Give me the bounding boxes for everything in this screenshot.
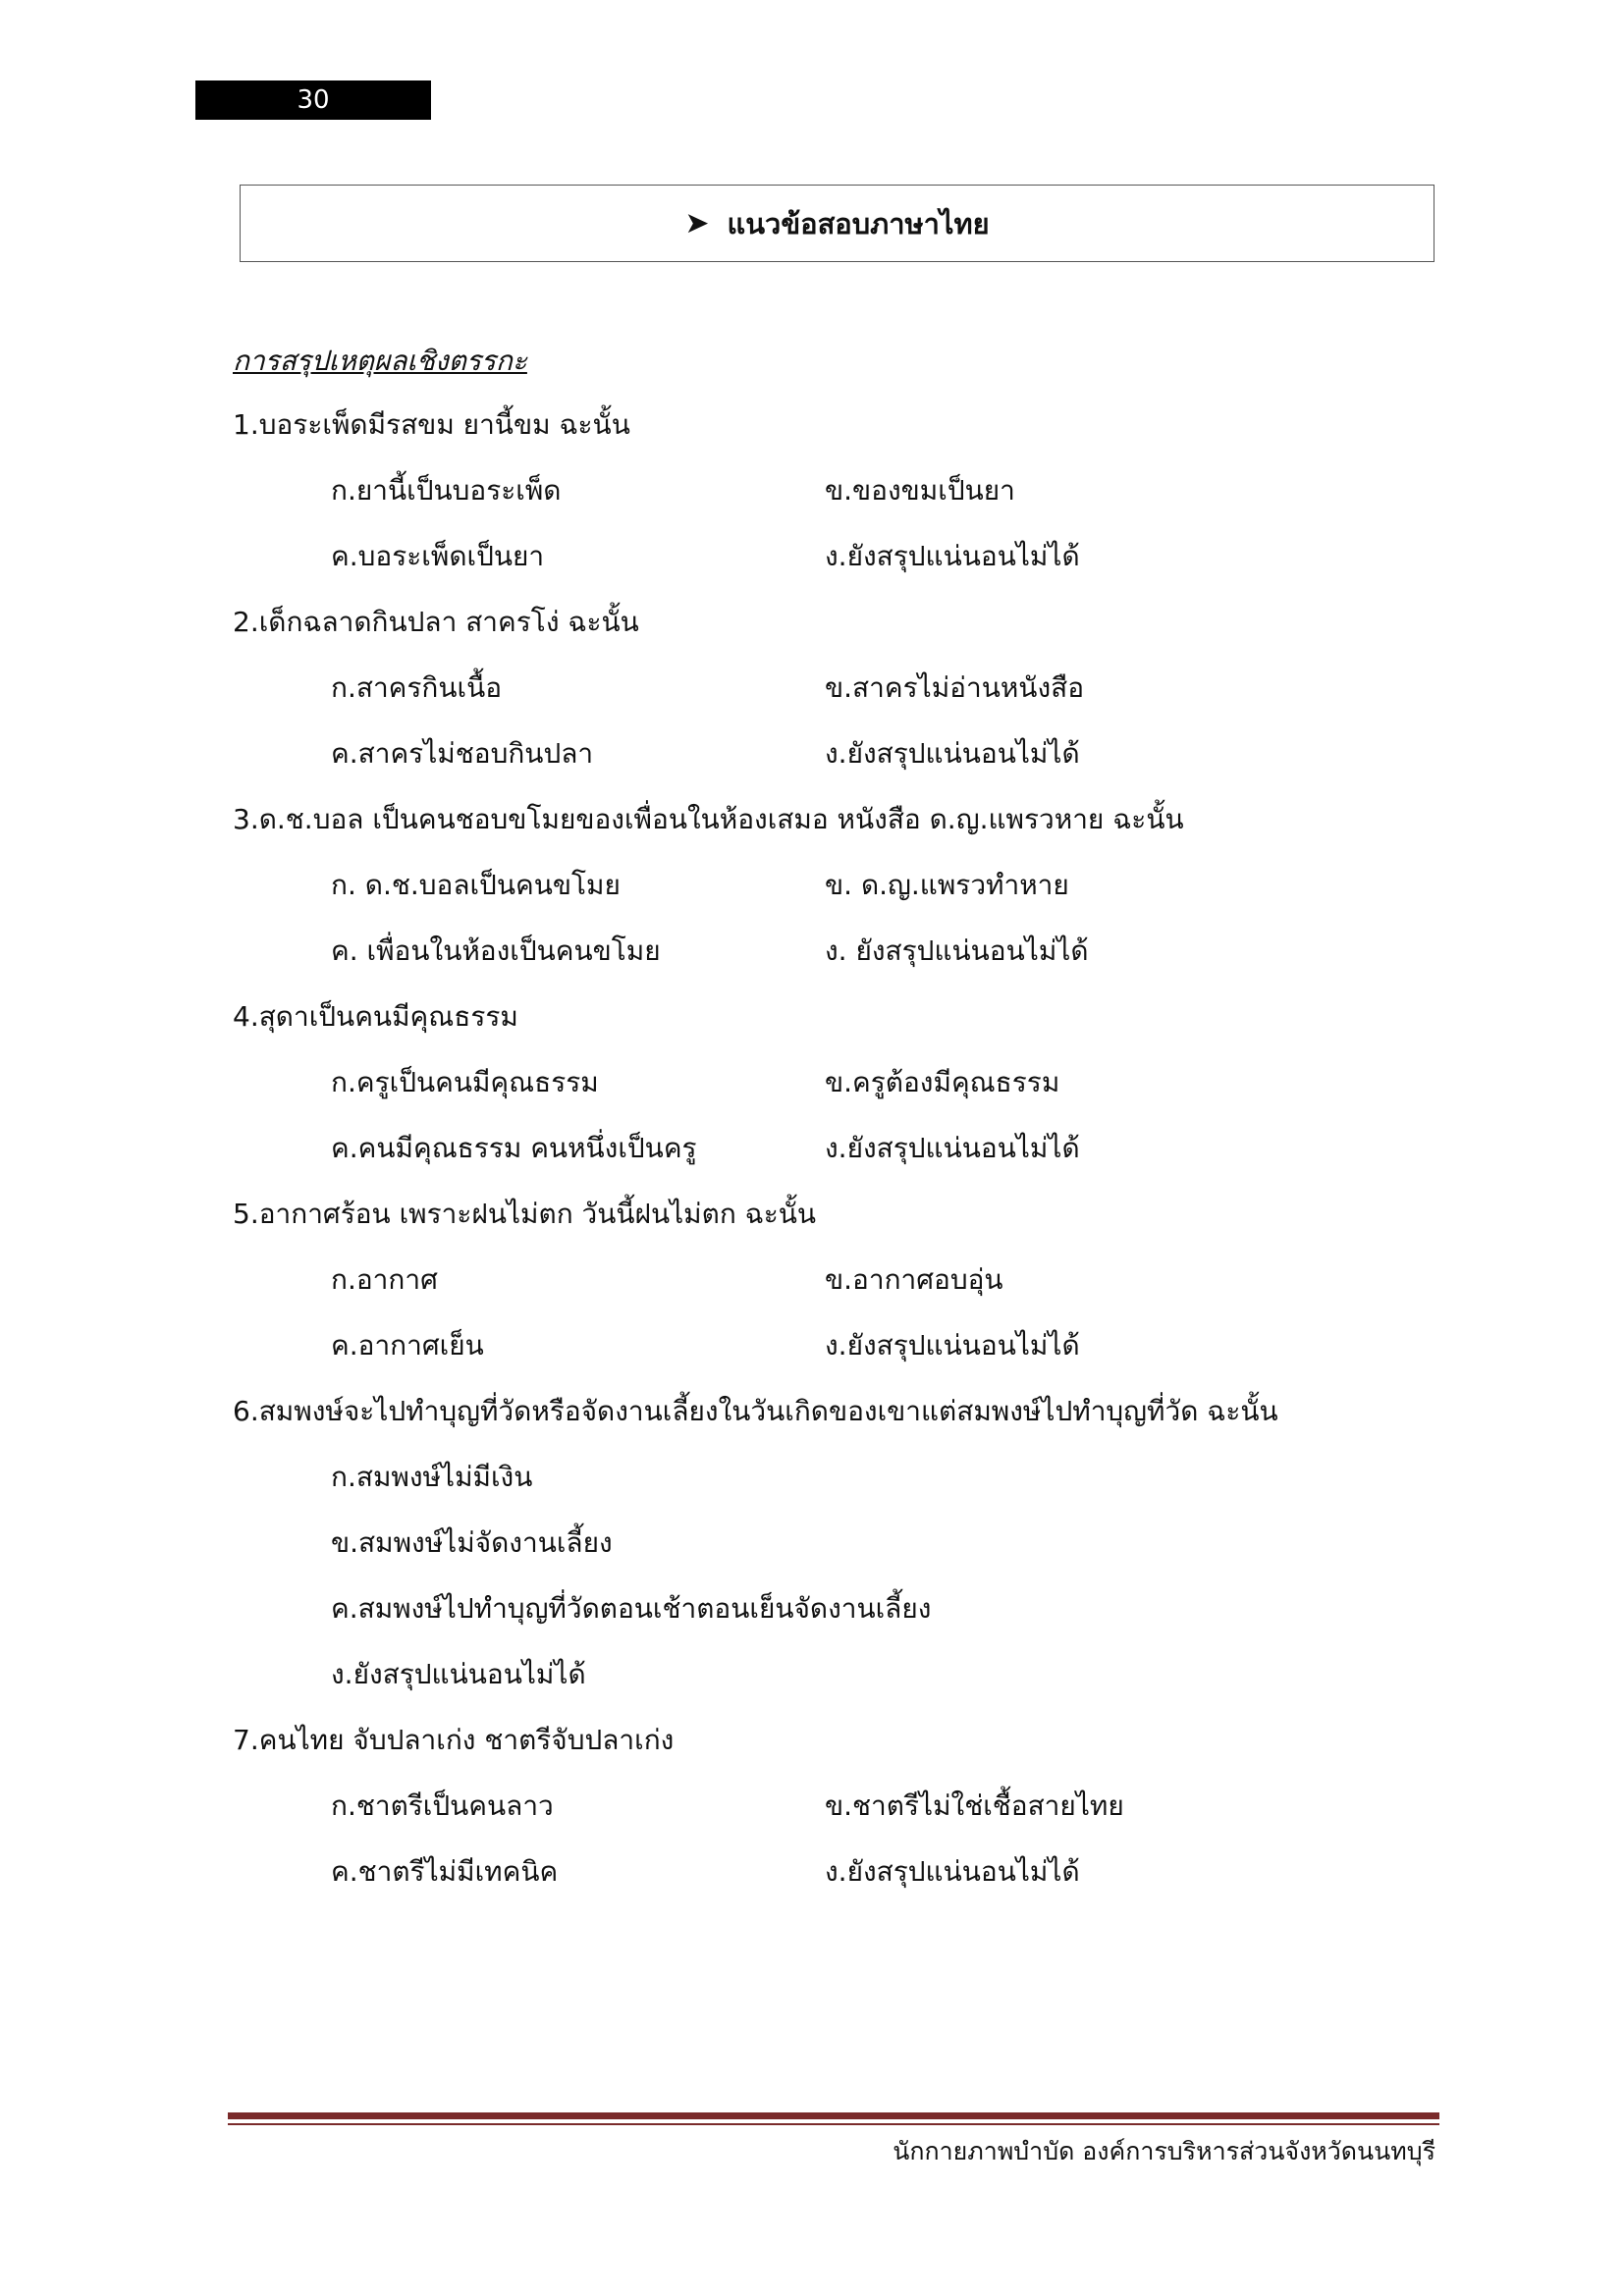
footer-text: นักกายภาพบำบัด องค์การบริหารส่วนจังหวัดนนทบุรี — [893, 2137, 1435, 2165]
question-4: 4.สุดาเป็นคนมีคุณธรรม — [233, 1000, 518, 1033]
q3-option-c: ค. เพื่อนในห้องเป็นคนขโมย — [331, 934, 661, 967]
title-box — [240, 185, 1435, 262]
page-number: 30 — [195, 80, 431, 120]
q5-option-c: ค.อากาศเย็น — [331, 1329, 484, 1362]
q7-option-b: ข.ชาตรีไม่ใช่เชื้อสายไทย — [825, 1789, 1124, 1822]
question-1: 1.บอระเพ็ดมีรสขม ยานี้ขม ฉะนั้น — [233, 408, 630, 441]
section-heading: การสรุปเหตุผลเชิงตรรกะ — [233, 345, 527, 377]
q3-option-d: ง. ยังสรุปแน่นอนไม่ได้ — [825, 934, 1089, 967]
q1-option-c: ค.บอระเพ็ดเป็นยา — [331, 540, 545, 572]
q6-option-b: ข.สมพงษ์ไม่จัดงานเลี้ยง — [331, 1526, 613, 1559]
q3-option-a: ก. ด.ช.บอลเป็นคนขโมย — [331, 869, 621, 901]
q3-option-b: ข. ด.ญ.แพรวทำหาย — [825, 869, 1069, 901]
question-2: 2.เด็กฉลาดกินปลา สาครโง่ ฉะนั้น — [233, 606, 639, 638]
q6-option-c: ค.สมพงษ์ไปทำบุญที่วัดตอนเช้าตอนเย็นจัดงานเลี้ยง — [331, 1592, 932, 1625]
q6-option-a: ก.สมพงษ์ไม่มีเงิน — [331, 1461, 533, 1493]
q7-option-a: ก.ชาตรีเป็นคนลาว — [331, 1789, 554, 1822]
q4-option-a: ก.ครูเป็นคนมีคุณธรรม — [331, 1066, 599, 1098]
footer-rule — [228, 2112, 1439, 2119]
q2-option-b: ข.สาครไม่อ่านหนังสือ — [825, 671, 1085, 704]
q7-option-c: ค.ชาตรีไม่มีเทคนิค — [331, 1855, 559, 1888]
question-5: 5.อากาศร้อน เพราะฝนไม่ตก วันนี้ฝนไม่ตก ฉะนั้น — [233, 1198, 817, 1230]
q1-option-b: ข.ของขมเป็นยา — [825, 474, 1015, 507]
q5-option-a: ก.อากาศ — [331, 1263, 438, 1296]
question-7: 7.คนไทย จับปลาเก่ง ชาตรีจับปลาเก่ง — [233, 1724, 675, 1756]
question-6: 6.สมพงษ์จะไปทำบุญที่วัดหรือจัดงานเลี้ยงในวันเกิดของเขาแต่สมพงษ์ไปทำบุญที่วัด ฉะนั้น — [233, 1395, 1278, 1427]
q2-option-a: ก.สาครกินเนื้อ — [331, 671, 503, 704]
q4-option-b: ข.ครูต้องมีคุณธรรม — [825, 1066, 1060, 1098]
footer-rule-thin — [228, 2123, 1439, 2125]
q1-option-a: ก.ยานี้เป็นบอระเพ็ด — [331, 474, 562, 507]
arrow-bullet-icon: ➤ — [684, 205, 710, 240]
q5-option-b: ข.อากาศอบอุ่น — [825, 1263, 1003, 1296]
q4-option-c: ค.คนมีคุณธรรม คนหนึ่งเป็นครู — [331, 1132, 697, 1164]
q4-option-d: ง.ยังสรุปแน่นอนไม่ได้ — [825, 1132, 1080, 1164]
q2-option-d: ง.ยังสรุปแน่นอนไม่ได้ — [825, 737, 1080, 770]
q2-option-c: ค.สาครไม่ชอบกินปลา — [331, 737, 594, 770]
q7-option-d: ง.ยังสรุปแน่นอนไม่ได้ — [825, 1855, 1080, 1888]
q5-option-d: ง.ยังสรุปแน่นอนไม่ได้ — [825, 1329, 1080, 1362]
q6-option-d: ง.ยังสรุปแน่นอนไม่ได้ — [331, 1658, 586, 1690]
question-3: 3.ด.ช.บอล เป็นคนชอบขโมยของเพื่อนในห้องเสมอ หนังสือ ด.ญ.แพรวหาย ฉะนั้น — [233, 803, 1184, 835]
page-title: แนวข้อสอบภาษาไทย — [727, 206, 990, 240]
q1-option-d: ง.ยังสรุปแน่นอนไม่ได้ — [825, 540, 1080, 572]
